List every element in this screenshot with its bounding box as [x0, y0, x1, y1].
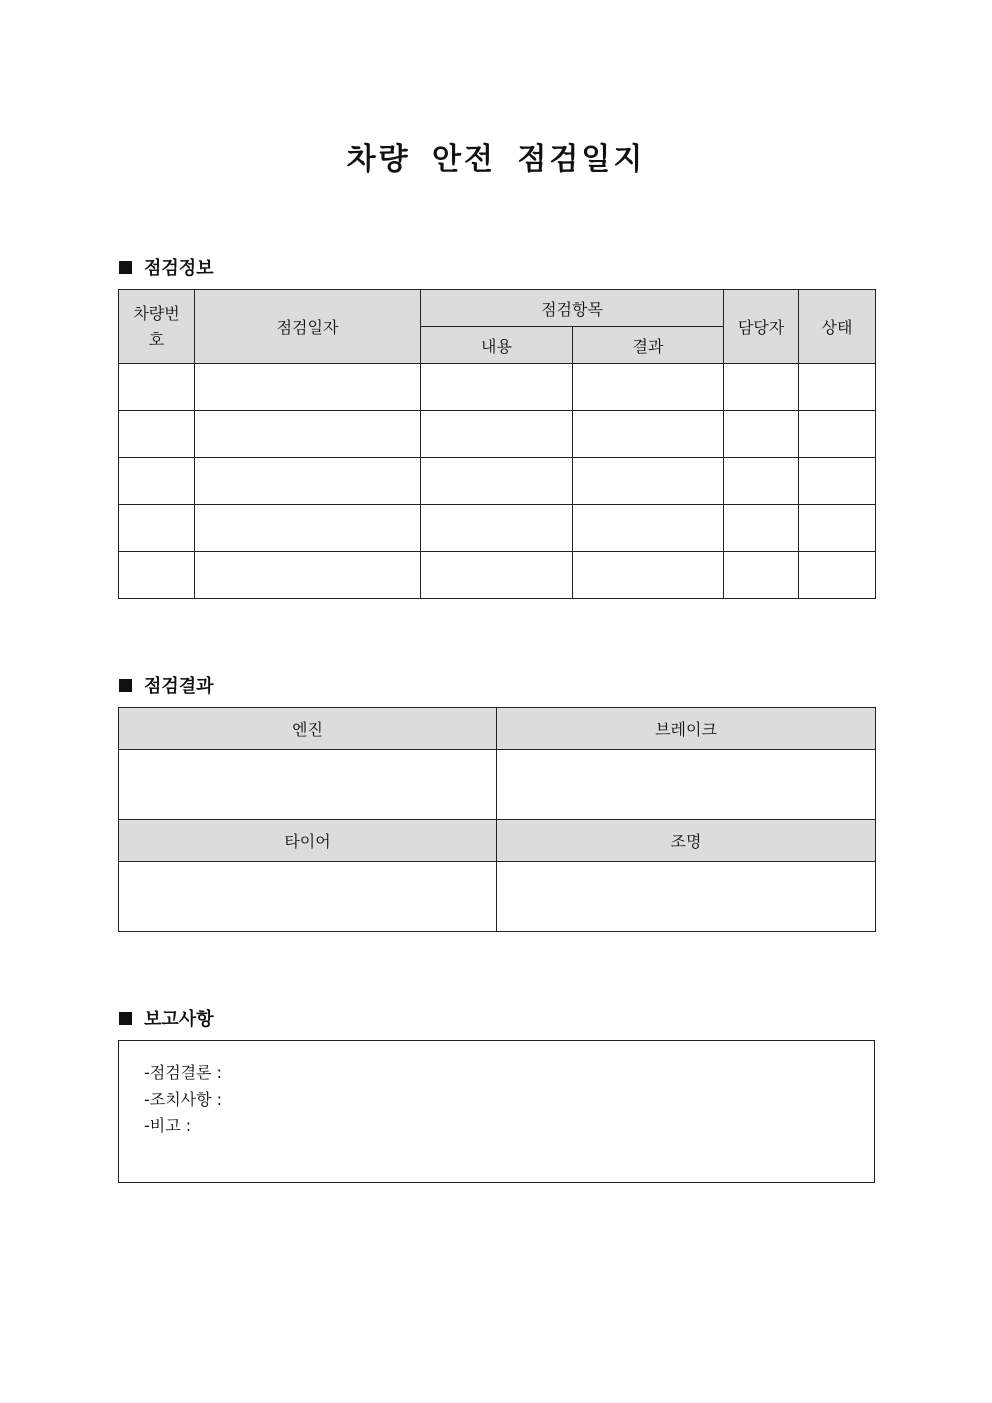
header-tire: 타이어 [119, 820, 497, 862]
status-cell[interactable] [799, 364, 876, 411]
vehicle-no-cell[interactable] [119, 458, 195, 505]
header-manager: 담당자 [724, 290, 799, 364]
section-heading-info [119, 254, 214, 280]
section-heading-results [119, 672, 214, 698]
report-lines [144, 1060, 222, 1140]
report-line-remarks: -비고 : [144, 1116, 192, 1135]
manager-cell[interactable] [724, 411, 799, 458]
date-cell[interactable] [195, 505, 421, 552]
manager-cell[interactable] [724, 458, 799, 505]
table-row [119, 505, 876, 552]
section-heading-report [119, 1005, 214, 1031]
manager-cell[interactable] [724, 364, 799, 411]
report-box[interactable] [118, 1040, 875, 1183]
square-bullet-icon [119, 1012, 132, 1025]
status-cell[interactable] [799, 458, 876, 505]
date-cell[interactable] [195, 552, 421, 599]
report-line-conclusion: -점검결론 : [144, 1063, 223, 1082]
table-row [119, 552, 876, 599]
section-heading-label: 점검정보 [144, 258, 214, 279]
header-engine: 엔진 [119, 708, 497, 750]
header-content: 내용 [421, 327, 573, 364]
inspection-info-table [118, 289, 876, 599]
date-cell[interactable] [195, 364, 421, 411]
content-cell[interactable] [421, 411, 573, 458]
manager-cell[interactable] [724, 505, 799, 552]
report-line-action: -조치사항 : [144, 1089, 223, 1109]
vehicle-no-cell[interactable] [119, 552, 195, 599]
header-date: 점검일자 [195, 290, 421, 364]
header-lighting: 조명 [497, 820, 876, 862]
result-cell[interactable] [573, 552, 724, 599]
status-cell[interactable] [799, 411, 876, 458]
result-cell[interactable] [573, 364, 724, 411]
header-result: 결과 [573, 327, 724, 364]
section-heading-label: 점검결과 [144, 676, 214, 697]
vehicle-no-cell[interactable] [119, 505, 195, 552]
section-heading-label: 보고사항 [144, 1009, 214, 1030]
date-cell[interactable] [195, 458, 421, 505]
content-cell[interactable] [421, 552, 573, 599]
table-row [119, 458, 876, 505]
inspection-results-table [118, 707, 876, 932]
lighting-result-cell[interactable] [497, 862, 876, 932]
content-cell[interactable] [421, 364, 573, 411]
table-row [119, 364, 876, 411]
status-cell[interactable] [799, 552, 876, 599]
result-cell[interactable] [573, 411, 724, 458]
vehicle-no-cell[interactable] [119, 364, 195, 411]
header-brake: 브레이크 [497, 708, 876, 750]
result-cell[interactable] [573, 505, 724, 552]
brake-result-cell[interactable] [497, 750, 876, 820]
manager-cell[interactable] [724, 552, 799, 599]
square-bullet-icon [119, 679, 132, 692]
header-vehicle-no: 차량번호 [119, 290, 195, 364]
date-cell[interactable] [195, 411, 421, 458]
square-bullet-icon [119, 261, 132, 274]
result-cell[interactable] [573, 458, 724, 505]
engine-result-cell[interactable] [119, 750, 497, 820]
header-items: 점검항목 [421, 290, 724, 327]
table-row [119, 411, 876, 458]
document-title: 차량 안전 점검일지 [346, 142, 646, 177]
header-status: 상태 [799, 290, 876, 364]
vehicle-no-cell[interactable] [119, 411, 195, 458]
content-cell[interactable] [421, 505, 573, 552]
tire-result-cell[interactable] [119, 862, 497, 932]
status-cell[interactable] [799, 505, 876, 552]
content-cell[interactable] [421, 458, 573, 505]
